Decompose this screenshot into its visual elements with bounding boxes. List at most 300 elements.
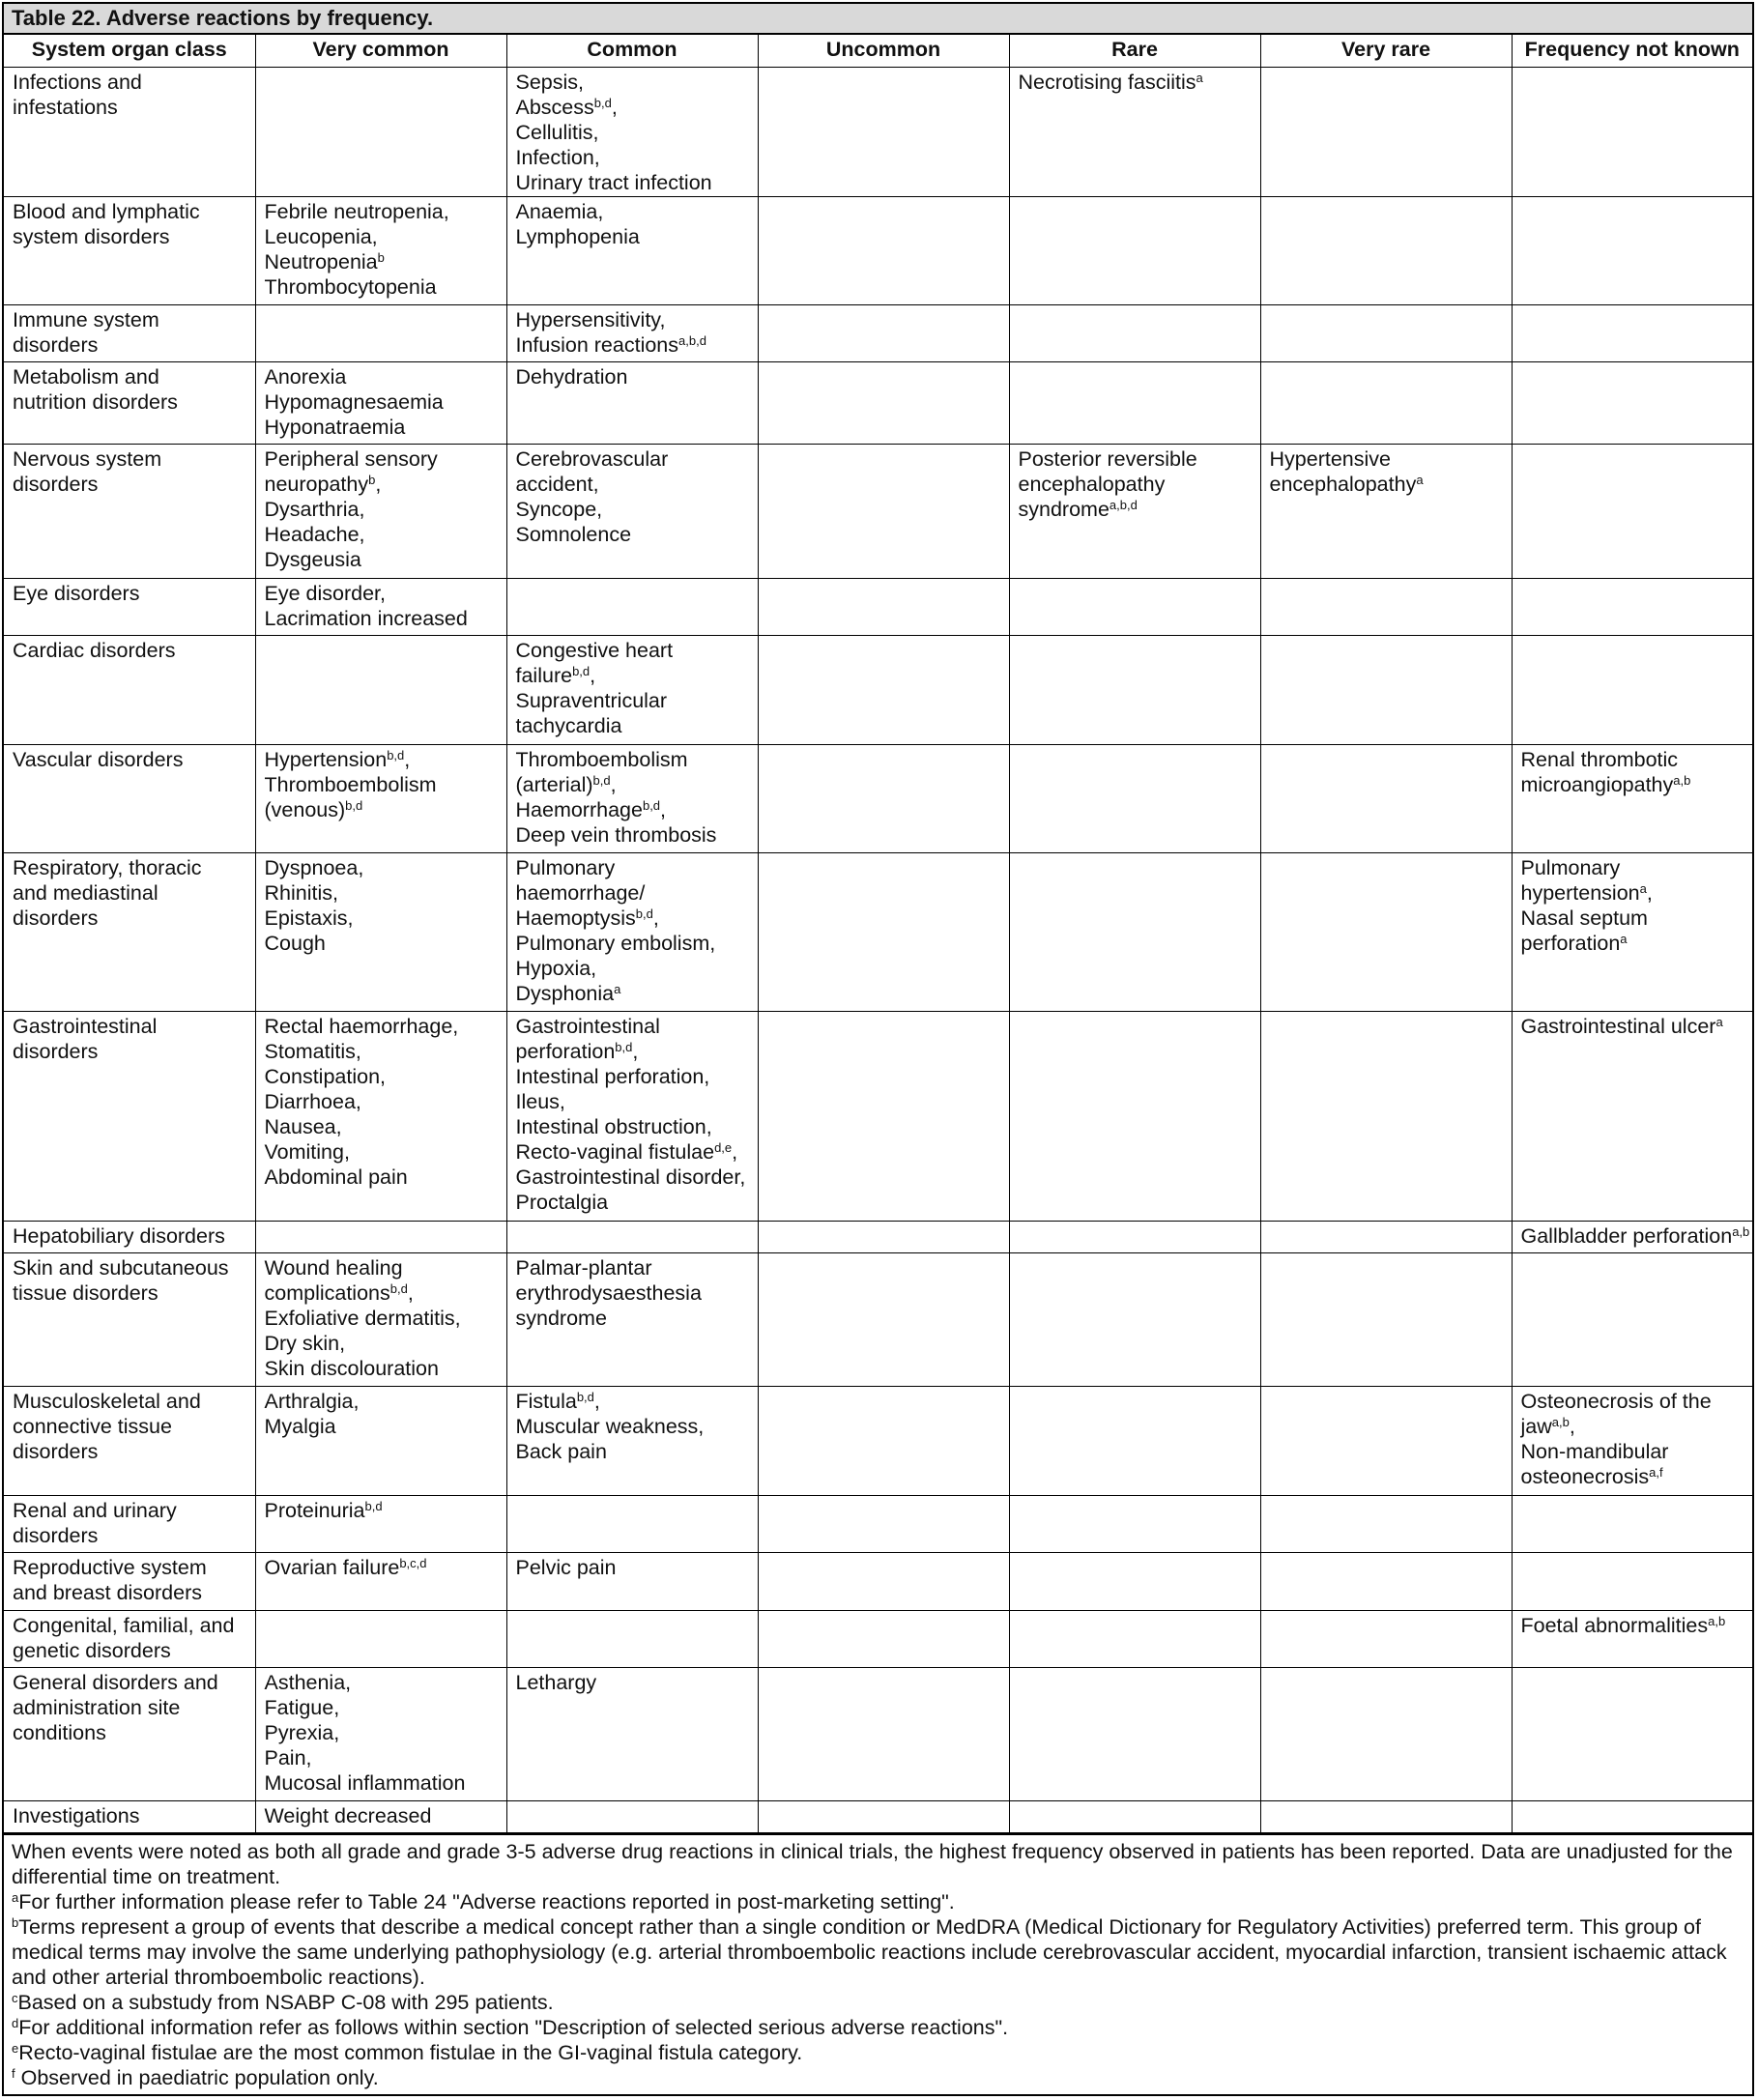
footnote-marker: b,d	[635, 906, 653, 921]
cell-line	[516, 1014, 749, 1039]
cell-line	[13, 389, 246, 415]
cell-text: Myalgia	[264, 1414, 336, 1438]
cell-text: Intestinal perforation,	[515, 1064, 710, 1088]
cell-line	[265, 1720, 498, 1745]
header-row	[4, 35, 1752, 67]
cell-line	[265, 415, 498, 440]
cell-very-common	[255, 1552, 506, 1610]
cell-text: erythrodysaesthesia	[515, 1280, 702, 1305]
cell-text: tissue disorders	[13, 1280, 159, 1305]
footnote-text: Observed in paediatric population only.	[14, 2065, 379, 2089]
cell-line	[13, 906, 246, 931]
cell-line	[265, 1306, 498, 1331]
header-frequency-not-known: Frequency not known	[1512, 35, 1752, 67]
cell-text: Cough	[264, 931, 326, 955]
cell-text: and breast disorders	[13, 1580, 202, 1604]
cell-line	[265, 364, 498, 389]
cell-common	[506, 304, 758, 361]
footnote-6	[12, 2065, 1744, 2090]
cell-line	[265, 1139, 498, 1165]
cell-line	[13, 364, 246, 389]
cell-text: Pyrexia,	[264, 1720, 340, 1744]
cell-very-rare	[1260, 852, 1512, 1011]
cell-line	[13, 307, 246, 332]
cell-text: Leucopenia,	[264, 224, 378, 248]
cell-line	[1019, 497, 1252, 522]
cell-text: Syncope,	[515, 497, 603, 521]
cell-line	[516, 1064, 749, 1089]
table-row	[4, 852, 1752, 1011]
cell-common	[506, 1011, 758, 1221]
cell-text: Renal thrombotic	[1520, 747, 1679, 771]
cell-line	[265, 747, 498, 772]
cell-line	[516, 713, 749, 738]
cell-line	[516, 1414, 749, 1439]
cell-line	[516, 1280, 749, 1306]
cell-line	[13, 1695, 246, 1720]
table-row	[4, 1667, 1752, 1800]
cell-line	[265, 772, 498, 797]
footnote-marker: b,d	[593, 95, 612, 110]
cell-text: Proctalgia	[515, 1190, 609, 1214]
cell-very-common	[255, 1221, 506, 1252]
cell-line	[1270, 472, 1503, 497]
cell-text: Gallbladder perforation	[1520, 1223, 1733, 1248]
footnote-marker: b	[377, 249, 385, 265]
table-row	[4, 361, 1752, 444]
cell-uncommon	[758, 1221, 1009, 1252]
cell-rare	[1009, 1495, 1260, 1552]
cell-text: Cerebrovascular	[515, 446, 669, 471]
cell-text: Thrombocytopenia	[264, 274, 437, 299]
cell-line	[13, 1439, 246, 1464]
cell-rare	[1009, 444, 1260, 578]
cell-very-common	[255, 1667, 506, 1800]
cell-line	[516, 199, 749, 224]
cell-very-rare	[1260, 1495, 1512, 1552]
cell-line	[265, 1064, 498, 1089]
cell-text: Thromboembolism	[264, 772, 437, 796]
cell-text: Ileus,	[515, 1089, 565, 1113]
cell-line	[265, 472, 498, 497]
cell-text: Abscess	[515, 95, 594, 119]
table-row	[4, 1610, 1752, 1667]
footnote-3	[12, 1990, 1744, 2015]
footnote-marker: e	[12, 2040, 19, 2056]
cell-line	[1521, 855, 1744, 880]
cell-text: Lacrimation increased	[264, 606, 468, 630]
cell-line	[516, 1114, 749, 1139]
cell-system-organ-class	[4, 852, 255, 1011]
cell-line	[13, 1555, 246, 1580]
cell-text: Muscular weakness,	[515, 1414, 705, 1438]
cell-uncommon	[758, 1252, 1009, 1386]
cell-line	[265, 249, 498, 274]
cell-text: Skin and subcutaneous	[13, 1255, 229, 1280]
cell-line	[265, 1770, 498, 1796]
cell-text: ,	[590, 663, 596, 687]
cell-line	[516, 772, 749, 797]
cell-line	[13, 638, 246, 663]
cell-text: osteonecrosis	[1520, 1464, 1650, 1488]
cell-line	[13, 1613, 246, 1638]
cell-very-rare	[1260, 635, 1512, 744]
cell-text: haemorrhage/	[515, 880, 646, 905]
footnote-marker: a	[1620, 931, 1628, 946]
cell-line	[516, 1190, 749, 1215]
cell-common	[506, 852, 758, 1011]
table-row	[4, 444, 1752, 578]
cell-text: Fatigue,	[264, 1695, 340, 1719]
cell-frequency-not-known	[1512, 635, 1752, 744]
footnote-marker: b,d	[572, 663, 591, 678]
cell-text: Vomiting,	[264, 1139, 350, 1164]
cell-common	[506, 1800, 758, 1832]
cell-text: (arterial)	[515, 772, 593, 796]
footnote-1	[12, 1889, 1744, 1914]
cell-very-rare	[1260, 1011, 1512, 1221]
cell-line	[265, 1356, 498, 1381]
footnote-marker: a	[1196, 70, 1203, 85]
cell-rare	[1009, 635, 1260, 744]
cell-text: Palmar-plantar	[515, 1255, 652, 1280]
cell-text: Congestive heart	[515, 638, 674, 662]
cell-line	[516, 931, 749, 956]
cell-very-rare	[1260, 744, 1512, 852]
cell-text: Non-mandibular	[1520, 1439, 1669, 1463]
cell-text: Anorexia	[264, 364, 347, 388]
header-rare: Rare	[1009, 35, 1260, 67]
cell-line	[265, 581, 498, 606]
cell-line	[516, 472, 749, 497]
cell-text: perforation	[1520, 931, 1621, 955]
cell-line	[1520, 1223, 1750, 1249]
cell-text: Nausea,	[264, 1114, 342, 1138]
cell-text: Intestinal obstruction,	[515, 1114, 712, 1138]
footnote-marker: b,d	[389, 1280, 408, 1296]
footnote-marker: b,d	[615, 1039, 633, 1054]
cell-frequency-not-known	[1512, 1610, 1752, 1667]
cell-text: Asthenia,	[264, 1670, 352, 1694]
cell-line	[516, 1439, 749, 1464]
cell-text: disorders	[13, 1523, 99, 1547]
cell-line	[516, 797, 749, 822]
cell-text: Back pain	[515, 1439, 607, 1463]
cell-text: ,	[593, 1389, 600, 1413]
cell-line	[1521, 1439, 1744, 1464]
cell-text: Pulmonary	[1520, 855, 1621, 879]
cell-text: Peripheral sensory	[264, 446, 438, 471]
cell-frequency-not-known	[1512, 1252, 1752, 1386]
cell-system-organ-class	[4, 1800, 255, 1832]
cell-line	[1521, 1464, 1744, 1489]
footnote-text: For additional information refer as follows within section "Description of selected serious adverse reactions".	[18, 2015, 1009, 2039]
cell-text: Posterior reversible	[1018, 446, 1197, 471]
cell-text: Supraventricular	[515, 688, 668, 712]
cell-text: failure	[515, 663, 573, 687]
cell-text: Blood and lymphatic	[13, 199, 200, 223]
cell-text: Rhinitis,	[264, 880, 338, 905]
footnote-marker: b,d	[345, 797, 363, 813]
cell-text: microangiopathy	[1520, 772, 1674, 796]
cell-text: Hypertension	[264, 747, 388, 771]
cell-common	[506, 1221, 758, 1252]
cell-text: genetic disorders	[13, 1638, 171, 1662]
cell-very-common	[255, 852, 506, 1011]
footnote-marker: a,b	[1708, 1613, 1726, 1628]
cell-line	[516, 70, 749, 95]
cell-text: Dyspnoea,	[264, 855, 364, 879]
cell-text: Cardiac disorders	[13, 638, 176, 662]
cell-text: encephalopathy	[1018, 472, 1166, 496]
cell-text: Dysphonia	[515, 981, 615, 1005]
table-body	[4, 67, 1752, 1832]
cell-uncommon	[758, 1610, 1009, 1667]
cell-text: ,	[660, 797, 667, 821]
adverse-reactions-table	[4, 35, 1752, 1833]
cell-line	[265, 1389, 498, 1414]
cell-line	[516, 95, 749, 120]
cell-very-rare	[1260, 1800, 1512, 1832]
cell-text: Epistaxis,	[264, 906, 354, 930]
cell-rare	[1009, 1610, 1260, 1667]
cell-very-rare	[1260, 1610, 1512, 1667]
cell-text: (venous)	[264, 797, 346, 821]
cell-line	[516, 1039, 749, 1064]
cell-frequency-not-known	[1512, 304, 1752, 361]
cell-line	[13, 332, 246, 358]
header-very-rare: Very rare	[1260, 35, 1512, 67]
footnote-marker: b,d	[592, 772, 611, 788]
cell-line	[13, 1720, 246, 1745]
cell-line	[13, 1223, 246, 1249]
cell-line	[265, 199, 498, 224]
cell-common	[506, 1252, 758, 1386]
table-row	[4, 635, 1752, 744]
cell-text: system disorders	[13, 224, 170, 248]
cell-line	[516, 1306, 749, 1331]
cell-text: Pelvic pain	[515, 1555, 617, 1579]
cell-line	[265, 1498, 498, 1523]
cell-text: Pulmonary	[515, 855, 616, 879]
cell-text: Gastrointestinal	[13, 1014, 158, 1038]
cell-text: Ovarian failure	[264, 1555, 400, 1579]
cell-system-organ-class	[4, 1667, 255, 1800]
cell-very-common	[255, 67, 506, 196]
cell-line	[265, 497, 498, 522]
cell-line	[1521, 1414, 1744, 1439]
cell-line	[516, 906, 749, 931]
cell-line	[265, 1331, 498, 1356]
cell-text: Deep vein thrombosis	[515, 822, 717, 847]
cell-very-common	[255, 1252, 506, 1386]
cell-line	[265, 1089, 498, 1114]
cell-text: hypertension	[1520, 880, 1640, 905]
cell-line	[13, 1414, 246, 1439]
cell-text: ,	[611, 95, 618, 119]
cell-text: Urinary tract infection	[515, 170, 712, 194]
cell-line	[516, 446, 749, 472]
document-page	[2, 2, 1754, 2096]
cell-very-common	[255, 744, 506, 852]
cell-text: disorders	[13, 906, 99, 930]
cell-frequency-not-known	[1512, 744, 1752, 852]
footnote-marker: a,b	[1673, 772, 1691, 788]
cell-very-common	[255, 196, 506, 304]
cell-line	[516, 1139, 749, 1165]
cell-line	[516, 1165, 749, 1190]
cell-text: nutrition disorders	[13, 389, 178, 414]
cell-common	[506, 1552, 758, 1610]
cell-system-organ-class	[4, 1252, 255, 1386]
cell-text: ,	[732, 1139, 738, 1164]
cell-line	[516, 170, 749, 195]
cell-text: tachycardia	[515, 713, 622, 737]
cell-text: Stomatitis,	[264, 1039, 361, 1063]
cell-text: disorders	[13, 1039, 99, 1063]
cell-line	[13, 1498, 246, 1523]
footnote-marker: d	[12, 2015, 19, 2030]
cell-text: ,	[404, 747, 411, 771]
table-row	[4, 1252, 1752, 1386]
cell-line	[265, 389, 498, 415]
cell-text: ,	[1569, 1414, 1575, 1438]
cell-very-common	[255, 1800, 506, 1832]
cell-rare	[1009, 196, 1260, 304]
cell-text: Proteinuria	[264, 1498, 365, 1522]
cell-common	[506, 1667, 758, 1800]
cell-text: Infections and	[13, 70, 142, 94]
cell-line	[516, 364, 749, 389]
cell-common	[506, 361, 758, 444]
cell-line	[516, 822, 749, 848]
cell-line	[265, 855, 498, 880]
cell-very-common	[255, 1495, 506, 1552]
footnote-text: Recto-vaginal fistulae are the most common fistulae in the GI-vaginal fistula category.	[18, 2040, 803, 2064]
cell-line	[13, 199, 246, 224]
cell-common	[506, 1495, 758, 1552]
cell-line	[1019, 446, 1252, 472]
cell-line	[13, 1389, 246, 1414]
cell-line	[13, 855, 246, 880]
cell-uncommon	[758, 578, 1009, 635]
cell-line	[516, 1389, 749, 1414]
footnote-marker: a,b	[1551, 1414, 1570, 1429]
cell-line	[265, 274, 498, 300]
cell-text: Infection,	[515, 145, 600, 169]
cell-common	[506, 1610, 758, 1667]
cell-line	[516, 663, 749, 688]
table-title: Table 22. Adverse reactions by frequency.	[4, 4, 1752, 35]
cell-line	[13, 95, 246, 120]
cell-system-organ-class	[4, 1495, 255, 1552]
cell-very-rare	[1260, 361, 1512, 444]
cell-line	[265, 547, 498, 572]
cell-common	[506, 635, 758, 744]
cell-text: Skin discolouration	[264, 1356, 439, 1380]
cell-very-common	[255, 1386, 506, 1495]
cell-frequency-not-known	[1512, 67, 1752, 196]
cell-frequency-not-known	[1512, 1495, 1752, 1552]
cell-line	[516, 1555, 749, 1580]
cell-uncommon	[758, 1495, 1009, 1552]
cell-uncommon	[758, 196, 1009, 304]
cell-common	[506, 196, 758, 304]
cell-text: Mucosal inflammation	[264, 1770, 466, 1795]
cell-text: and mediastinal	[13, 880, 159, 905]
cell-frequency-not-known	[1512, 361, 1752, 444]
footnote-marker: b	[12, 1914, 19, 1930]
cell-line	[516, 307, 749, 332]
footnote-marker: a,b,d	[1109, 497, 1138, 512]
cell-frequency-not-known	[1512, 578, 1752, 635]
cell-system-organ-class	[4, 1221, 255, 1252]
cell-text: Abdominal pain	[264, 1165, 408, 1189]
cell-line	[516, 956, 749, 981]
footnote-marker: b,d	[364, 1498, 383, 1513]
cell-text: Fistula	[515, 1389, 577, 1413]
cell-text: infestations	[13, 95, 118, 119]
cell-uncommon	[758, 1011, 1009, 1221]
cell-text: Renal and urinary	[13, 1498, 177, 1522]
cell-very-common	[255, 635, 506, 744]
footnote-marker: a	[12, 1889, 19, 1905]
cell-text: Gastrointestinal disorder,	[515, 1165, 746, 1189]
cell-text: Vascular disorders	[13, 747, 184, 771]
cell-system-organ-class	[4, 1610, 255, 1667]
cell-text: Neutropenia	[264, 249, 378, 273]
header-uncommon: Uncommon	[758, 35, 1009, 67]
cell-line	[516, 981, 749, 1006]
cell-line	[13, 1014, 246, 1039]
cell-frequency-not-known	[1512, 852, 1752, 1011]
cell-line	[265, 1555, 498, 1580]
table-row	[4, 1495, 1752, 1552]
footnote-text: For further information please refer to Table 24 "Adverse reactions reported in post-marketing setting".	[18, 1889, 955, 1913]
cell-rare	[1009, 67, 1260, 196]
cell-text: Haemoptysis	[515, 906, 636, 930]
cell-line	[265, 1745, 498, 1770]
cell-text: Lymphopenia	[515, 224, 640, 248]
cell-system-organ-class	[4, 67, 255, 196]
cell-text: Somnolence	[515, 522, 632, 546]
cell-system-organ-class	[4, 444, 255, 578]
cell-line	[516, 688, 749, 713]
cell-line	[13, 70, 246, 95]
cell-very-rare	[1260, 578, 1512, 635]
footnote-marker: c	[12, 1990, 18, 2005]
cell-rare	[1009, 1386, 1260, 1495]
cell-frequency-not-known	[1512, 1800, 1752, 1832]
cell-line	[13, 1523, 246, 1548]
table-row	[4, 304, 1752, 361]
cell-text: Foetal abnormalities	[1520, 1613, 1709, 1637]
cell-system-organ-class	[4, 361, 255, 444]
cell-very-rare	[1260, 196, 1512, 304]
cell-text: Hypertensive	[1269, 446, 1391, 471]
cell-line	[1270, 446, 1503, 472]
cell-text: Investigations	[13, 1803, 140, 1827]
cell-text: conditions	[13, 1720, 106, 1744]
cell-very-common	[255, 1011, 506, 1221]
cell-rare	[1009, 1011, 1260, 1221]
cell-uncommon	[758, 67, 1009, 196]
cell-text: Arthralgia,	[264, 1389, 360, 1413]
footnote-marker: b	[368, 472, 376, 487]
cell-uncommon	[758, 1800, 1009, 1832]
table-row	[4, 1011, 1752, 1221]
cell-text: disorders	[13, 332, 99, 357]
